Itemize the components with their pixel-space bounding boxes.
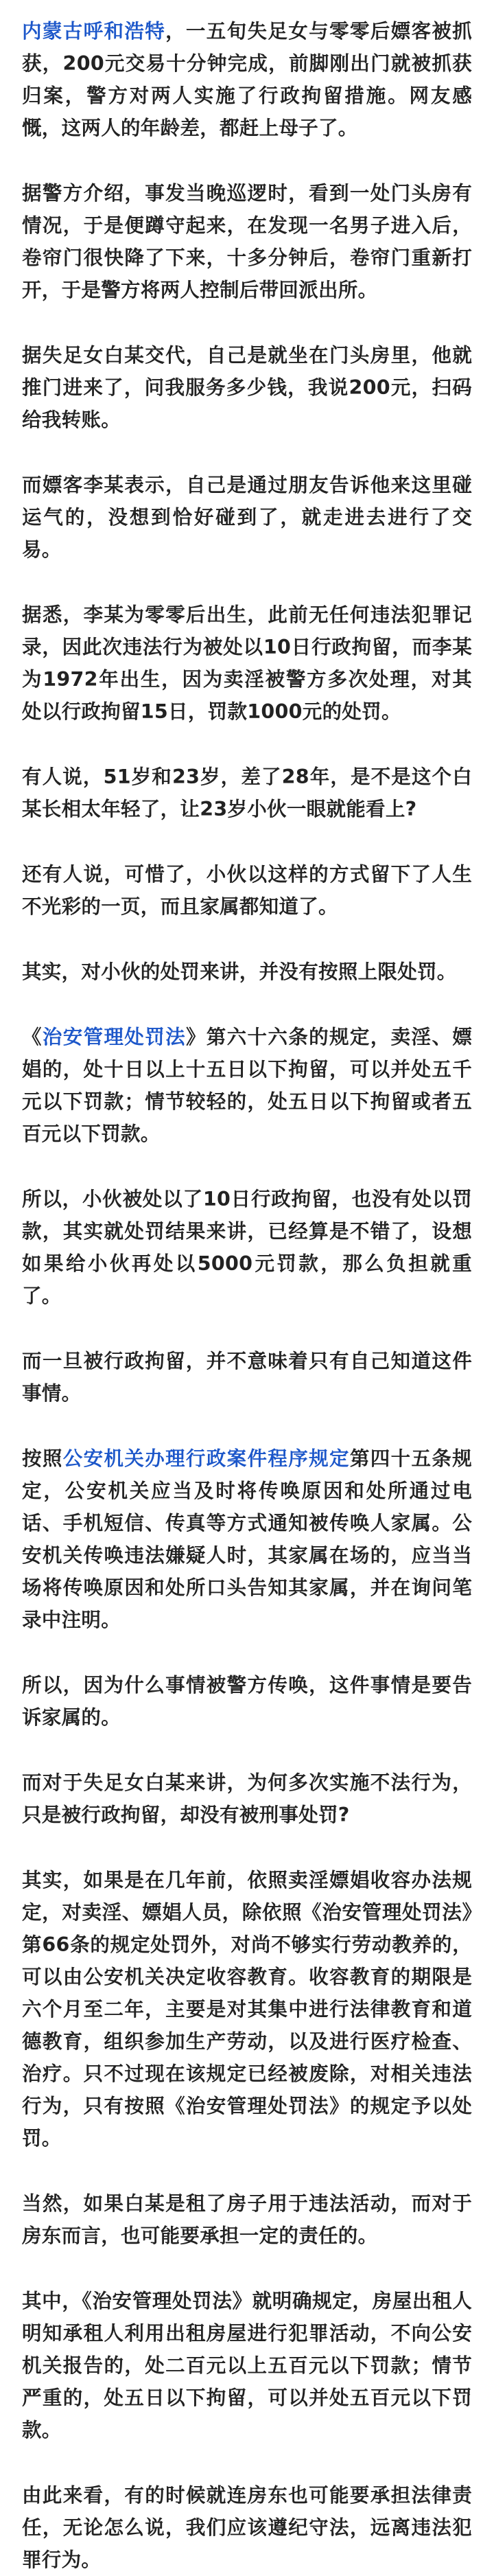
paragraph-7: 还有人说，可惜了，小伙以这样的方式留下了人生不光彩的一页，而且家属都知道了。: [22, 863, 472, 918]
paragraph-3: 据失足女白某交代，自己是就坐在门头房里，他就推门进来了，问我服务多少钱，我说200元，扫码给我转账。: [22, 344, 472, 431]
paragraph-9-text: 》第六十六条的规定，卖淫、嫖娼的，处十日以上十五日以下拘留，可以并处五千元以下罚款；情节较轻的，处五日以下拘留或者五百元以下罚款。: [22, 1026, 472, 1145]
paragraph-17: 其中，《治安管理处罚法》就明确规定，房屋出租人明知承租人利用出租房屋进行犯罪活动，不向公安机关报告的，处二百元以上五百元以下罚款；情节严重的，处五日以下拘留，可以并处五百元以下罚款。: [22, 2290, 472, 2441]
paragraph-8: 其实，对小伙的处罚来讲，并没有按照上限处罚。: [22, 961, 457, 983]
paragraph-9: [22, 1021, 472, 1150]
location-link[interactable]: 内蒙古呼和浩特: [22, 20, 166, 43]
paragraph-1: [22, 15, 472, 144]
paragraph-5: 据悉，李某为零零后出生，此前无任何违法犯罪记录，因此次违法行为被处以10日行政拘留，而李某为1972年出生，因为卖淫被警方多次处理，对其处以行政拘留15日，罚款1000元的处罚。: [22, 603, 472, 723]
paragraph-13: 所以，因为什么事情被警方传唤，这件事情是要告诉家属的。: [22, 1674, 472, 1729]
paragraph-9-pre: 《: [22, 1026, 43, 1048]
paragraph-10: 所以，小伙被处以了10日行政拘留，也没有处以罚款，其实就处罚结果来讲，已经算是不错了，设想如果给小伙再处以5000元罚款，那么负担就重了。: [22, 1188, 472, 1307]
paragraph-15: 其实，如果是在几年前，依照卖淫嫖娼收容办法规定，对卖淫、嫖娼人员，除依照《治安管理处罚法》第66条的规定处罚外，对尚不够实行劳动教养的，可以由公安机关决定收容教育。收容教育的期限是六个月至二年，主要是对其集中进行法律教育和道德教育，组织参加生产劳动，以及进行医疗检查、治疗。只不过现在该规定已经被废除，对相关违法行为，只有按照《治安管理处罚法》的规定予以处罚。: [22, 1869, 472, 2150]
paragraph-14: 而对于失足女白某来讲，为何多次实施不法行为，只是被行政拘留，却没有被刑事处罚?: [22, 1771, 472, 1826]
paragraph-12-text: 第四十五条规定，公安机关应当及时将传唤原因和处所通过电话、手机短信、传真等方式通知被传唤人家属。公安机关传唤违法嫌疑人时，其家属在场的，应当当场将传唤原因和处所口头告知其家属，并在询问笔录中注明。: [22, 1447, 472, 1631]
paragraph-2: 据警方介绍，事发当晚巡逻时，看到一处门头房有情况，于是便蹲守起来，在发现一名男子进入后，卷帘门很快降了下来，十多分钟后，卷帘门重新打开，于是警方将两人控制后带回派出所。: [22, 182, 472, 301]
paragraph-6: 有人说，51岁和23岁，差了28年，是不是这个白某长相太年轻了，让23岁小伙一眼就能看上?: [22, 766, 472, 820]
paragraph-12-pre: 按照: [22, 1447, 63, 1470]
paragraph-1-text: ，一五旬失足女与零零后嫖客被抓获，200元交易十分钟完成，前脚刚出门就被抓获归案，警方对两人实施了行政拘留措施。网友感慨，这两人的年龄差，都赶上母子了。: [22, 20, 472, 139]
regulation-link[interactable]: 公安机关办理行政案件程序规定: [62, 1447, 350, 1470]
law-link[interactable]: 治安管理处罚法: [42, 1026, 186, 1048]
paragraph-16: 当然，如果白某是租了房子用于违法活动，而对于房东而言，也可能要承担一定的责任的。: [22, 2192, 472, 2247]
paragraph-4: 而嫖客李某表示，自己是通过朋友告诉他来这里碰运气的，没想到恰好碰到了，就走进去进行了交易。: [22, 474, 472, 561]
paragraph-18: 由此来看，有的时候就连房东也可能要承担法律责任，无论怎么说，我们应该遵纪守法，远离违法犯罪行为。: [22, 2484, 472, 2571]
paragraph-12: [22, 1442, 472, 1636]
paragraph-11: 而一旦被行政拘留，并不意味着只有自己知道这件事情。: [22, 1350, 472, 1405]
